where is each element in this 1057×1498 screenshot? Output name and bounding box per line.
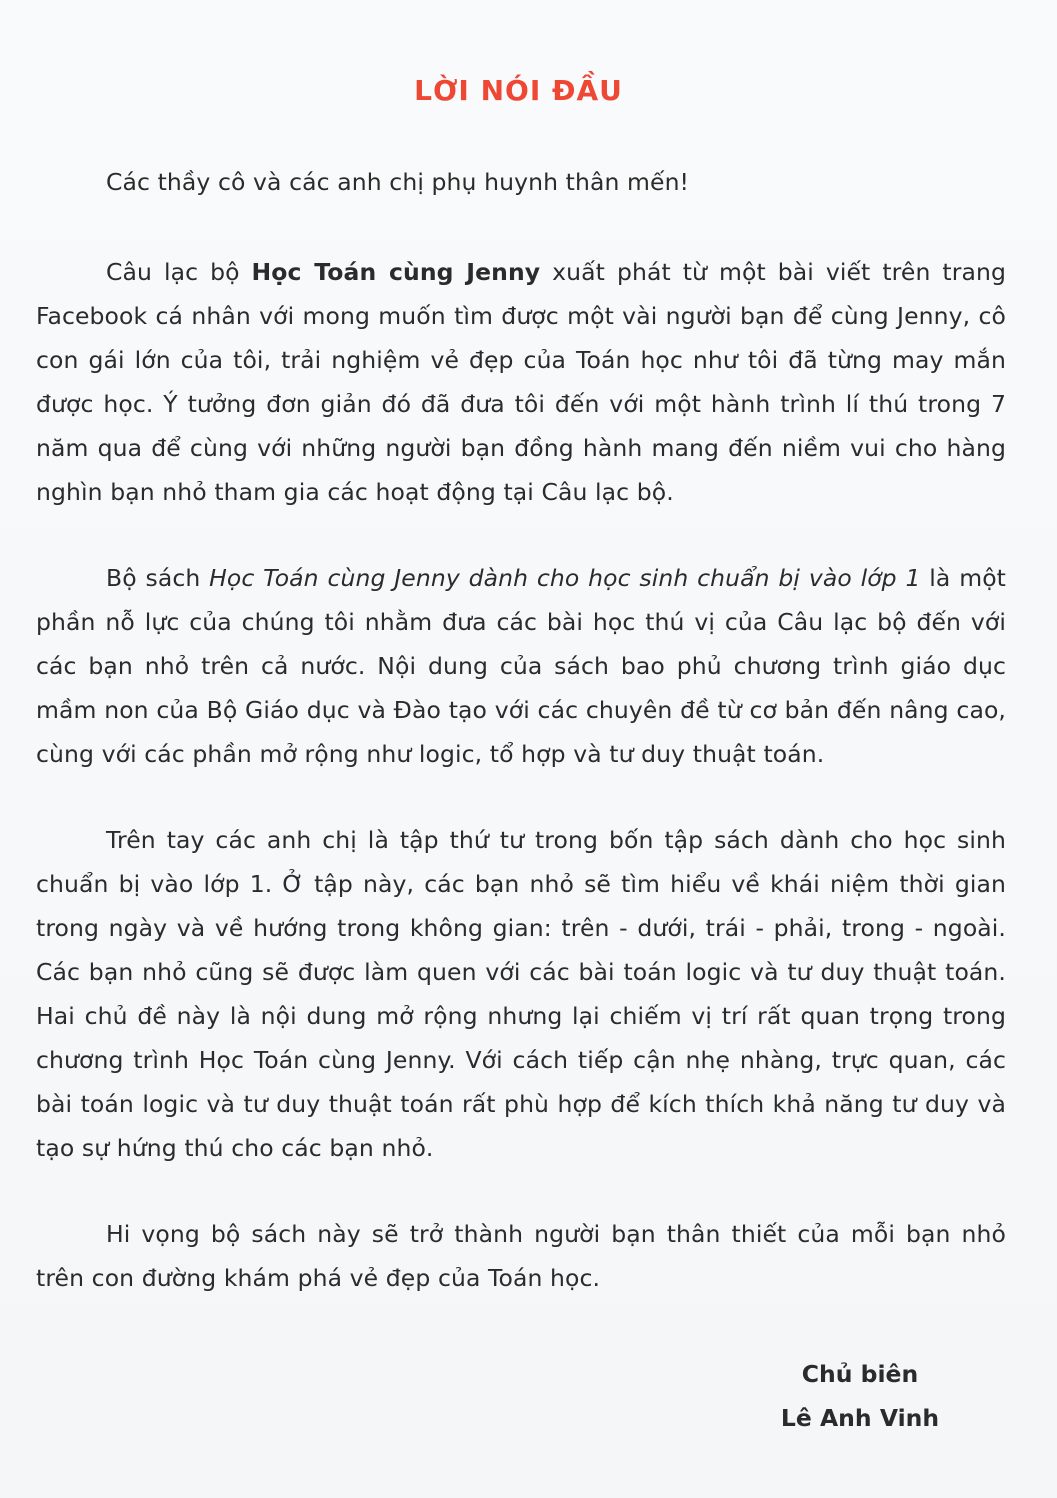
paragraph-club-origin (36, 250, 1006, 514)
page-title: LỜI NÓI ĐẦU (414, 74, 623, 107)
preface-body (36, 160, 1006, 1300)
greeting-paragraph: Các thầy cô và các anh chị phụ huynh thân mến! (106, 168, 690, 196)
paragraph-book-series (36, 556, 1006, 776)
p2-series-title: Học Toán cùng Jenny dành cho học sinh chuẩn bị vào lớp 1 (209, 564, 921, 592)
signature-name: Lê Anh Vinh (780, 1404, 940, 1432)
p1-club-name: Học Toán cùng Jenny (251, 258, 541, 286)
p2-text-after: là một phần nỗ lực của chúng tôi nhằm đưa các bài học thú vị của Câu lạc bộ đến với các bạn nhỏ trên cả nước. Nội dung của sách bao phủ chương trình giáo dục mầm non của Bộ Giáo dục và Đào tạo với các chuyên đề từ cơ bản đến nâng cao, cùng với các phần mở rộng như logic, tổ hợp và tư duy thuật toán. (36, 564, 1006, 768)
paragraph-volume-content: Trên tay các anh chị là tập thứ tư trong bốn tập sách dành cho học sinh chuẩn bị vào lớp 1. Ở tập này, các bạn nhỏ sẽ tìm hiểu về khái niệm thời gian trong ngày và về hướng trong không gian: trên - dưới, trái - phải, trong - ngoài. Các bạn nhỏ cũng sẽ được làm quen với các bài toán logic và tư duy thuật toán. Hai chủ đề này là nội dung mở rộng nhưng lại chiếm vị trí rất quan trọng trong chương trình Học Toán cùng Jenny. Với cách tiếp cận nhẹ nhàng, trực quan, các bài toán logic và tư duy thuật toán rất phù hợp để kích thích khả năng tư duy và tạo sự hứng thú cho các bạn nhỏ. (36, 826, 1006, 1162)
p2-text-before: Bộ sách (106, 564, 210, 592)
p1-text-before: Câu lạc bộ (106, 258, 252, 286)
p1-text-after: xuất phát từ một bài viết trên trang Facebook cá nhân với mong muốn tìm được một vài người bạn để cùng Jenny, cô con gái lớn của tôi, trải nghiệm vẻ đẹp của Toán học như tôi đã từng may mắn được học. Ý tưởng đơn giản đó đã đưa tôi đến với một hành trình lí thú trong 7 năm qua để cùng với những người bạn đồng hành mang đến niềm vui cho hàng nghìn bạn nhỏ tham gia các hoạt động tại Câu lạc bộ. (36, 258, 1006, 506)
signature-block (760, 1352, 960, 1440)
signature-role: Chủ biên (801, 1360, 919, 1388)
paragraph-closing-wish: Hi vọng bộ sách này sẽ trở thành người bạn thân thiết của mỗi bạn nhỏ trên con đường khám phá vẻ đẹp của Toán học. (36, 1220, 1006, 1292)
